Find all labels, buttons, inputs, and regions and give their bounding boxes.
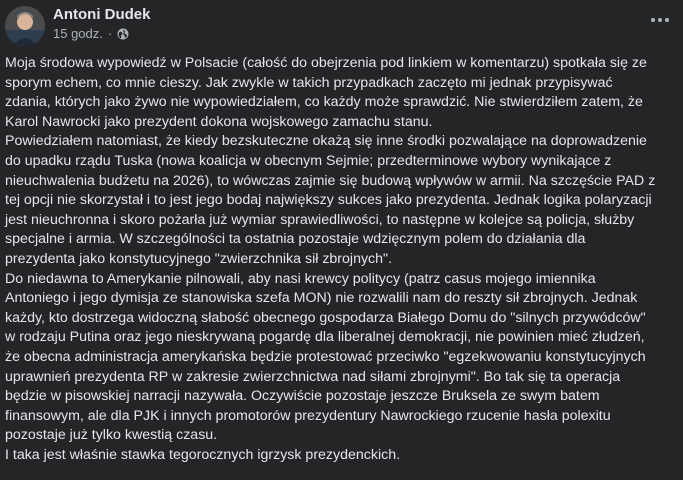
post-text-line: uprawnień prezydenta RP w zakresie zwierzchnictwa nad siłami zbrojnymi". Bo tak się ta operacja bbox=[5, 368, 621, 385]
post-text-line: pozostaje już tylko kwestią czasu. bbox=[5, 427, 218, 444]
post-text-line: Antoniego i jego dymisja ze stanowiska szefa MON) nie rozwalili nam do reszty sił zbrojnych. Jednak bbox=[5, 290, 638, 307]
post-text-line: w rodzaju Putina oraz jego nieskrywaną pogardę dla liberalnej demokracji, nie powinien mieć złudzeń, bbox=[5, 329, 645, 346]
post-text-line: nieuchwalenia budżetu na 2026), to wówczas zajmie się budową wpływów w armii. Na szczęście PAD z bbox=[5, 172, 656, 189]
author-name[interactable]: Antoni Dudek bbox=[53, 6, 151, 23]
post-text bbox=[5, 54, 682, 465]
post-text-line: tej opcji nie skorzystał i to jest jego bodaj największy sukces jako prezydenta. Jednak logika polaryzacji bbox=[5, 192, 652, 209]
post-text-line: Karol Nawrocki jako prezydent dokona wojskowego zamachu stanu. bbox=[5, 113, 433, 130]
post-text-line: do upadku rządu Tuska (nowa koalicja w obecnym Sejmie; przedterminowe wybory wynikające z bbox=[5, 152, 612, 169]
post-text-line: każdy, kto dostrzega widoczną słabość obecnego gospodarza Białego Domu do "silnych przywódców" bbox=[5, 309, 646, 326]
post-text-line: Powiedziałem natomiast, że kiedy bezskuteczne okażą się inne środki pozwalające na doprowadzenie bbox=[5, 133, 647, 150]
post-text-line: Do niedawna to Amerykanie pilnowali, aby nasi krewcy politycy (patrz casus mojego imiennika bbox=[5, 270, 596, 287]
post-text-line: będzie w pisowskiej narracji nazywała. Oczywiście pozostaje jeszcze Bruksela ze swym batem bbox=[5, 388, 600, 405]
post-text-line: specjalne i armia. W szczególności ta ostatnia pozostaje wdzięcznym polem do działania dla bbox=[5, 231, 586, 248]
post-text-line: że obecna administracja amerykańska będzie protestować przeciwko "egzekwowaniu konstytucyjnych bbox=[5, 348, 646, 365]
meta-separator: · bbox=[107, 26, 113, 41]
post-text-line: I taka jest właśnie stawka tegorocznych igrzysk prezydenckich. bbox=[5, 446, 401, 463]
post-timestamp[interactable]: 15 godz. bbox=[53, 26, 103, 41]
avatar[interactable] bbox=[5, 6, 45, 46]
post-header bbox=[0, 0, 683, 54]
post-text-line: finansowym, ale dla PJK i innych promotorów prezydentury Nawrockiego rzucenie hasła polexitu bbox=[5, 407, 611, 424]
post-text-line: zdania, których jako żywo nie wypowiedziałem, co każdy może sprawdzić. Nie stwierdziłem zatem, że bbox=[5, 94, 643, 111]
globe-icon bbox=[117, 28, 129, 40]
post-text-line: sporym echem, co mnie cieszy. Jak zwykle w takich przypadkach zaczęto mi jednak przypisywać bbox=[5, 74, 613, 91]
more-options-icon[interactable] bbox=[645, 8, 675, 32]
post-meta bbox=[53, 26, 129, 41]
post-text-line: Moja środowa wypowiedź w Polsacie (całość do obejrzenia pod linkiem w komentarzu) spotkała się ze bbox=[5, 55, 647, 71]
post-text-line: jest nieuchronna i skoro pożarła już wymiar sprawiedliwości, to następne w kolejce są policja, służby bbox=[5, 211, 635, 228]
post-text-line: prezydenta jako konstytucyjnego "zwierzchnika sił zbrojnych". bbox=[5, 250, 393, 267]
